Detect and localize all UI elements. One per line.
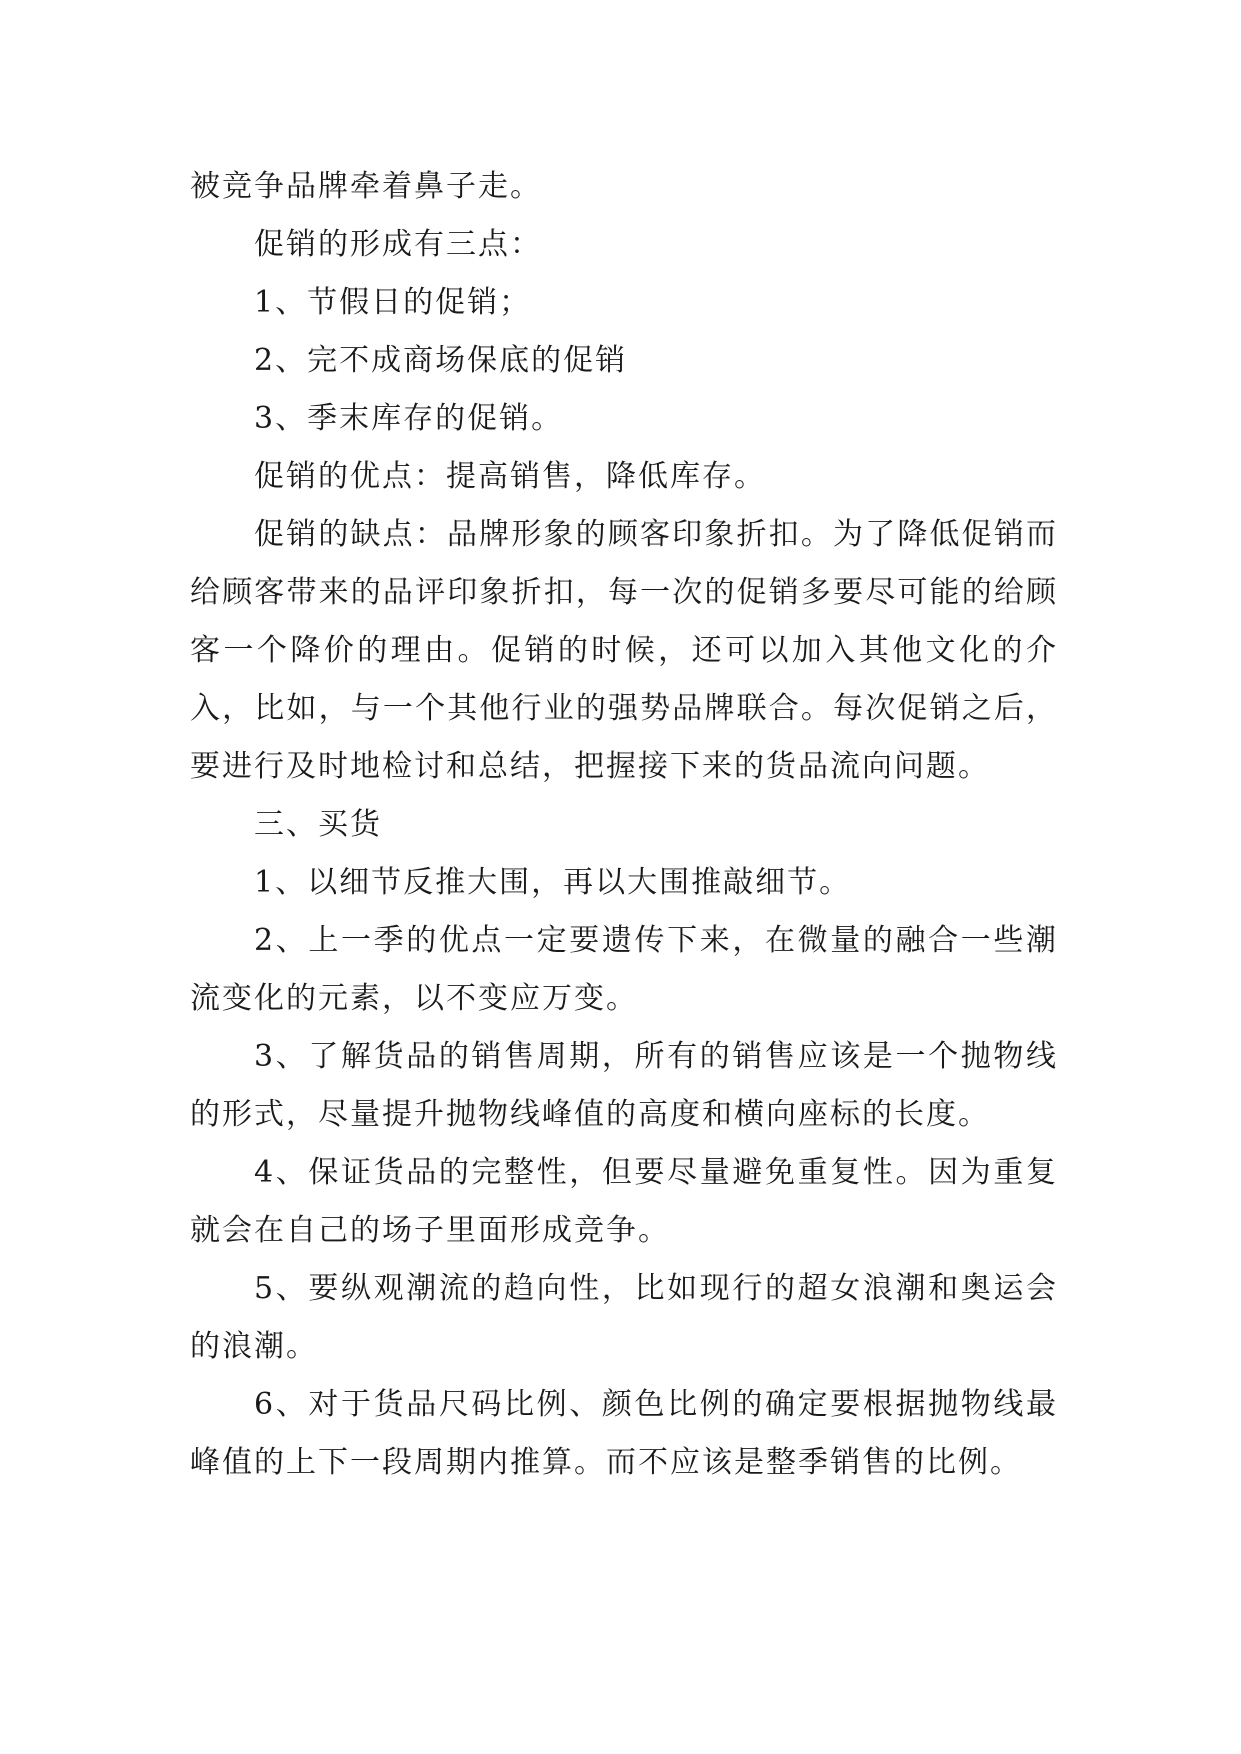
paragraph-promotion-form-1: 1、节假日的促销； (254, 285, 532, 320)
paragraph-promotion-form-3: 3、季末库存的促销。 (254, 401, 564, 436)
paragraph-promotion-advantages: 促销的优点：提高销售，降低库存。 (254, 459, 766, 494)
section-heading-buying: 三、买货 (254, 807, 382, 842)
paragraph-promotion-disadvantages: 促销的缺点：品牌形象的顾客印象折扣。为了降低促销而给顾客带来的品评印象折扣，每一次的促销多要尽可能的给顾客一个降价的理由。促销的时候，还可以加入其他文化的介入，比如，与一个其他行业的强势品牌联合。每次促销之后，要进行及时地检讨和总结，把握接下来的货品流向问题。 (190, 517, 1058, 784)
paragraph-buying-item-1: 1、以细节反推大围，再以大围推敲细节。 (254, 865, 852, 900)
paragraph-buying-item-2: 2、上一季的优点一定要遗传下来，在微量的融合一些潮流变化的元素，以不变应万变。 (190, 923, 1058, 1016)
document-body (190, 158, 1058, 1492)
paragraph-promotion-forms-heading: 促销的形成有三点： (254, 227, 542, 262)
paragraph-buying-item-4: 4、保证货品的完整性，但要尽量避免重复性。因为重复就会在自己的场子里面形成竞争。 (190, 1155, 1058, 1248)
paragraph-continuation: 被竞争品牌牵着鼻子走。 (190, 169, 542, 204)
paragraph-promotion-form-2: 2、完不成商场保底的促销 (254, 343, 628, 378)
paragraph-buying-item-6: 6、对于货品尺码比例、颜色比例的确定要根据抛物线最峰值的上下一段周期内推算。而不应该是整季销售的比例。 (190, 1387, 1058, 1480)
paragraph-buying-item-3: 3、了解货品的销售周期，所有的销售应该是一个抛物线的形式，尽量提升抛物线峰值的高度和横向座标的长度。 (190, 1039, 1058, 1132)
paragraph-buying-item-5: 5、要纵观潮流的趋向性，比如现行的超女浪潮和奥运会的浪潮。 (190, 1271, 1058, 1364)
